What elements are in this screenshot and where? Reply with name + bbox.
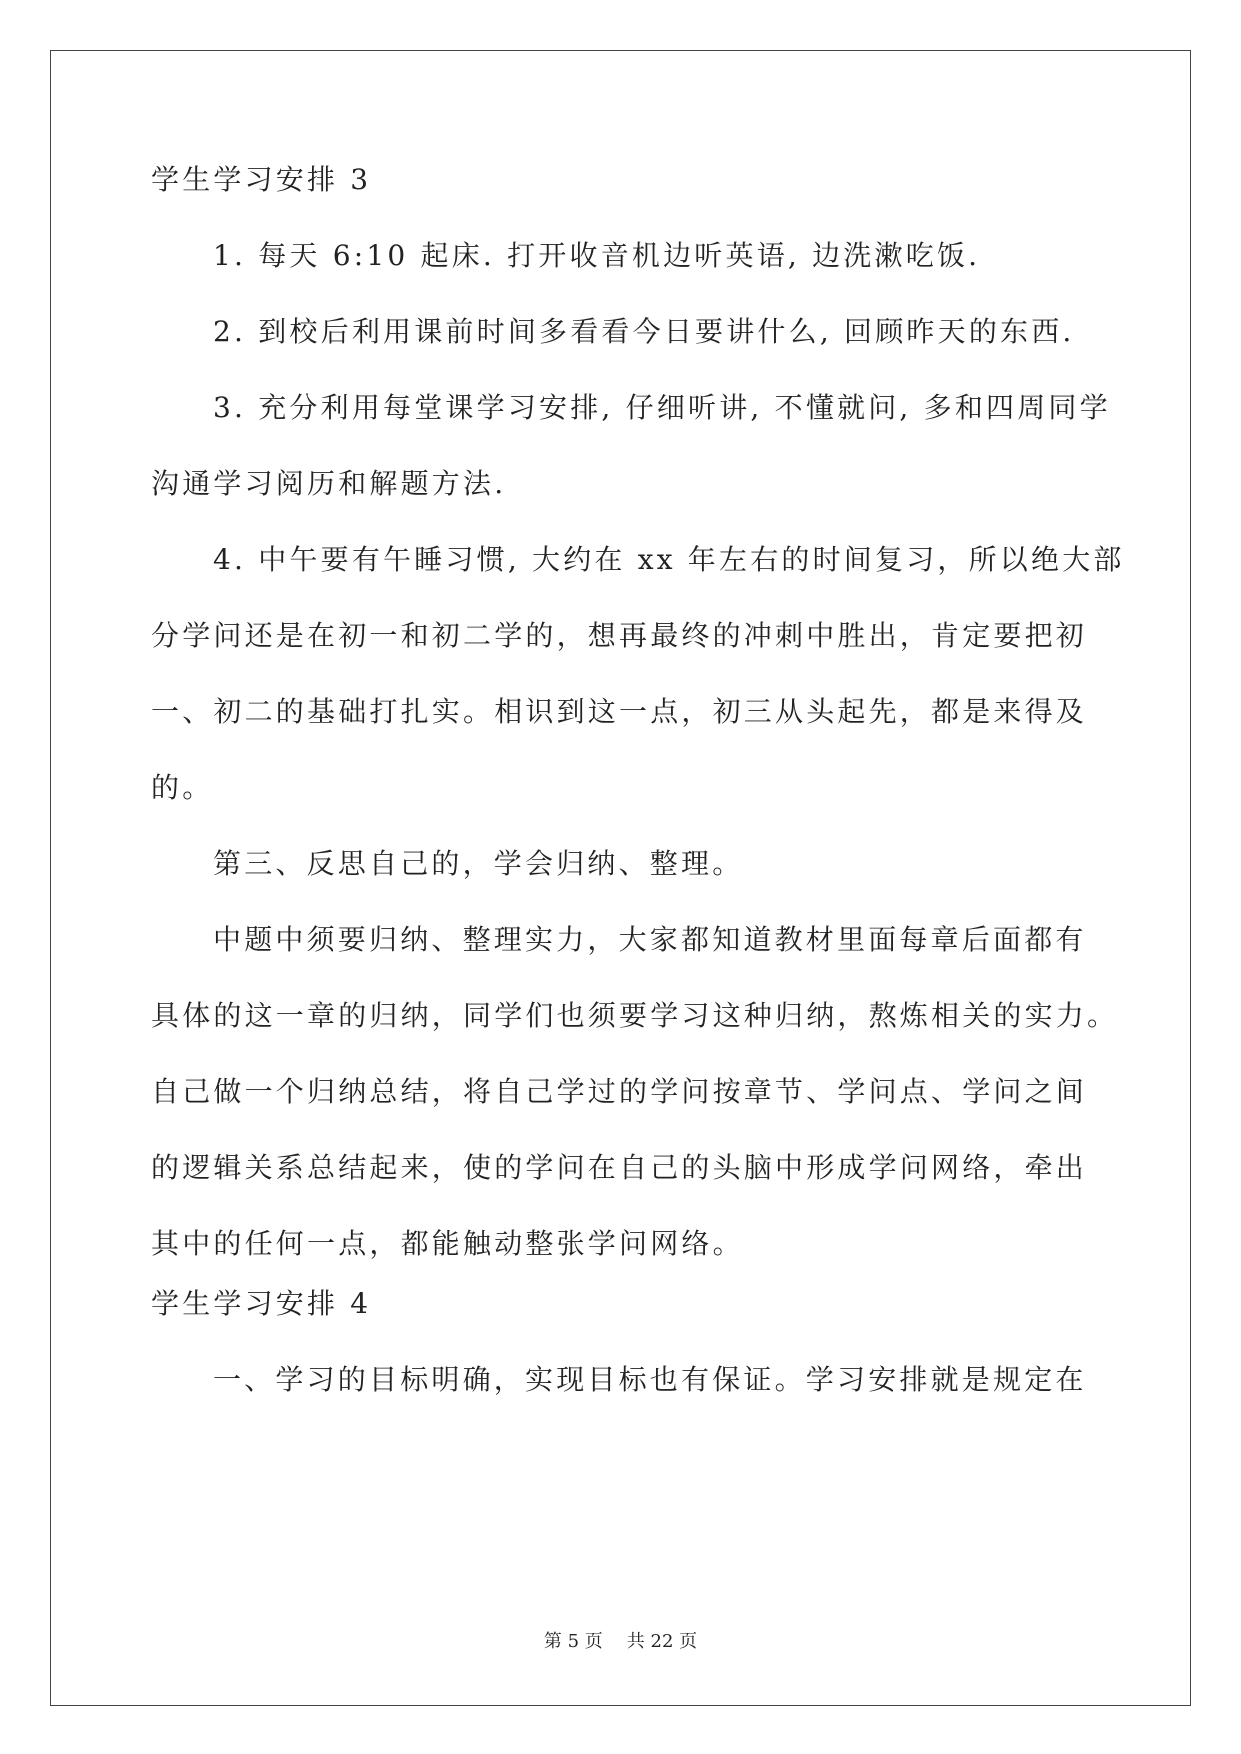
- paragraph-line: 第三、反思自己的，学会归纳、整理。: [213, 847, 744, 880]
- paragraph-line: 中题中须要归纳、整理实力，大家都知道教材里面每章后面都有: [213, 923, 1087, 956]
- section-heading-4: 学生学习安排 4: [151, 1287, 372, 1320]
- paragraph-line: 3. 充分利用每堂课学习安排, 仔细听讲, 不懂就问, 多和四周同学: [213, 391, 1111, 424]
- paragraph-line: 具体的这一章的归纳，同学们也须要学习这种归纳，熬炼相关的实力。: [151, 999, 1119, 1032]
- paragraph-line: 4. 中午要有午睡习惯, 大约在 xx 年左右的时间复习，所以绝大部: [213, 543, 1125, 576]
- paragraph-line: 1. 每天 6:10 起床. 打开收音机边听英语, 边洗漱吃饭.: [213, 239, 981, 272]
- paragraph-line: 的逻辑关系总结起来，使的学问在自己的头脑中形成学问网络，牵出: [151, 1151, 1088, 1184]
- page-total: 共 22 页: [626, 1631, 698, 1652]
- page-footer: [0, 1630, 1241, 1654]
- section-heading-3: 学生学习安排 3: [151, 163, 372, 196]
- page-number: 第 5 页: [543, 1631, 603, 1652]
- paragraph-line: 2. 到校后利用课前时间多看看今日要讲什么, 回顾昨天的东西.: [213, 315, 1075, 348]
- paragraph-line: 沟通学习阅历和解题方法.: [151, 467, 507, 500]
- paragraph-line: 一、学习的目标明确，实现目标也有保证。学习安排就是规定在: [213, 1363, 1087, 1396]
- paragraph-line: 其中的任何一点，都能触动整张学问网络。: [151, 1227, 744, 1260]
- paragraph-line: 的。: [151, 771, 214, 804]
- paragraph-line: 一、初二的基础打扎实。相识到这一点，初三从头起先，都是来得及: [151, 695, 1088, 728]
- paragraph-line: 分学问还是在初一和初二学的，想再最终的冲刺中胜出，肯定要把初: [151, 619, 1088, 652]
- paragraph-line: 自己做一个归纳总结，将自己学过的学问按章节、学问点、学问之间: [151, 1075, 1088, 1108]
